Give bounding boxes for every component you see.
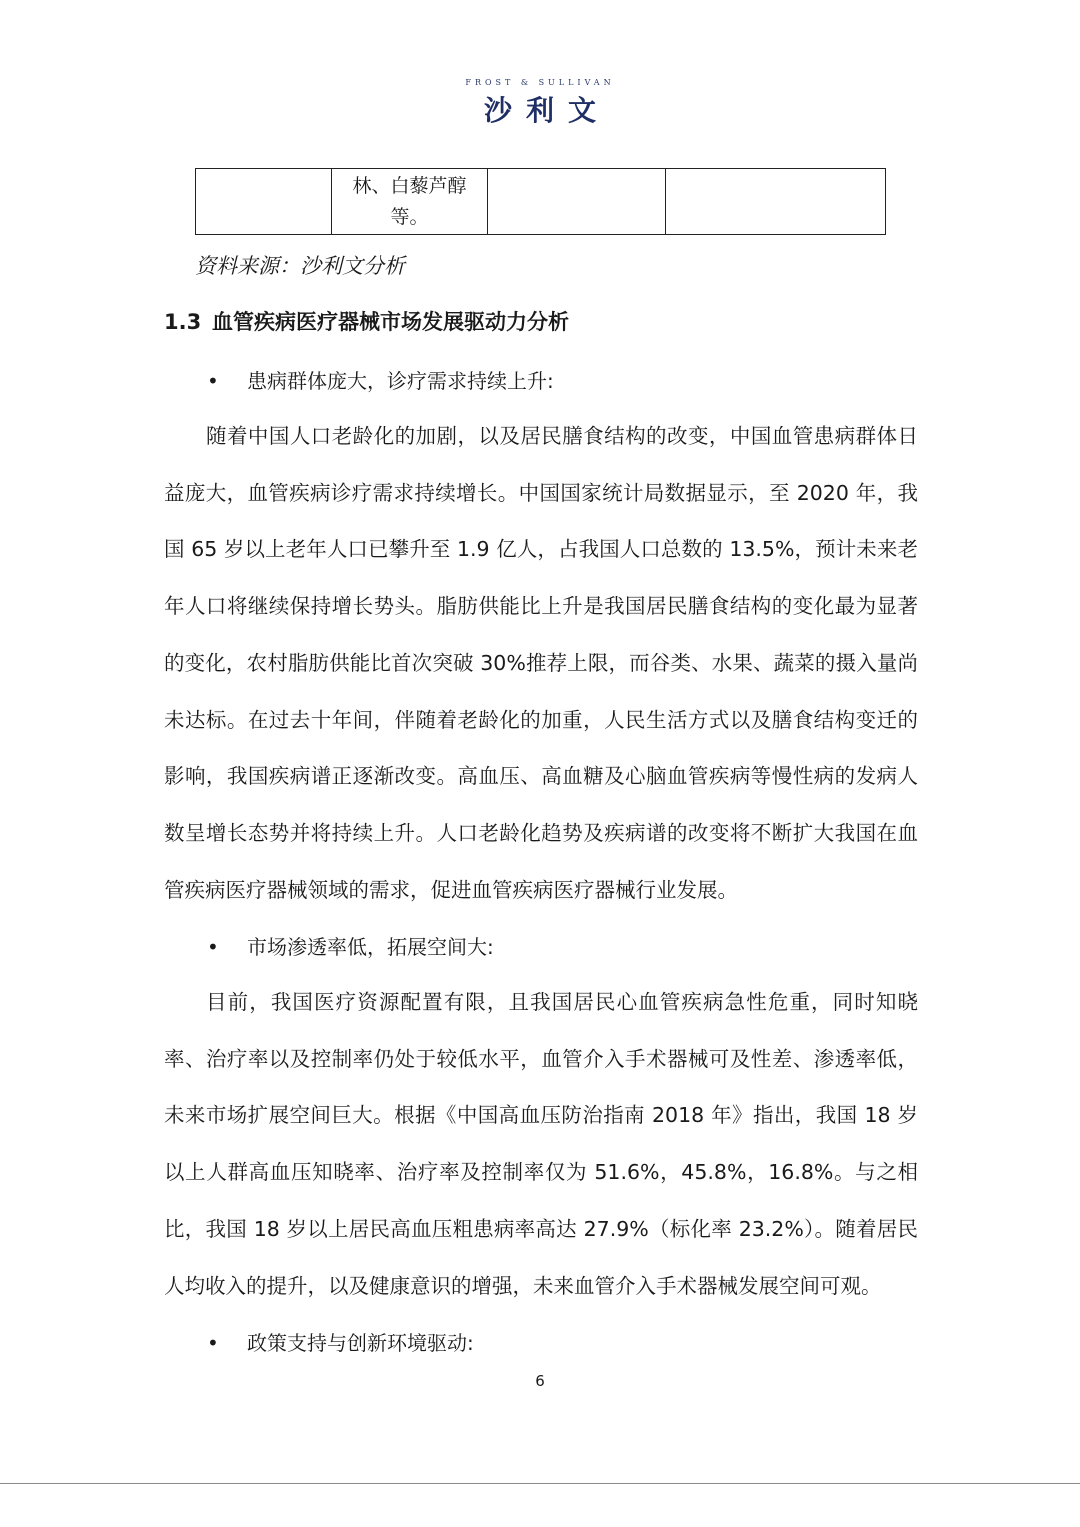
table-cell-4: [666, 169, 886, 235]
section-title: 血管疾病医疗器械市场发展驱动力分析: [212, 310, 569, 334]
section-heading: [164, 306, 569, 336]
bullet-dot: •: [207, 369, 219, 393]
bullet-text: 市场渗透率低，拓展空间大:: [247, 935, 494, 959]
bullet-item: [207, 1327, 474, 1356]
table-cell-1: [196, 169, 332, 235]
logo-chinese-text: 沙利文: [483, 94, 610, 127]
table-cell-3: [488, 169, 666, 235]
continued-table: [195, 168, 886, 235]
table-cell-2-line-2: 等。: [390, 206, 429, 228]
bullet-item: [207, 931, 494, 960]
section-number: 1.3: [164, 310, 202, 334]
body-paragraph: 随着中国人口老龄化的加剧，以及居民膳食结构的改变，中国血管患病群体日益庞大，血管疾病诊疗需求持续增长。中国国家统计局数据显示，至 2020 年，我国 65 岁以上老年人口已攀升至 1.9 亿人，占我国人口总数的 13.5%，预计未来老年人口将继续保持增长势头。脂肪供能比上升是我国居民膳食结构的变化最为显著的变化，农村脂肪供能比首次突破 30%推荐上限，而谷类、水果、蔬菜的摄入量尚未达标。在过去十年间，伴随着老龄化的加重，人民生活方式以及膳食结构变迁的影响，我国疾病谱正逐渐改变。高血压、高血糖及心脑血管疾病等慢性病的发病人数呈增长态势并将持续上升。人口老龄化趋势及疾病谱的改变将不断扩大我国在血管疾病医疗器械领域的需求，促进血管疾病医疗器械行业发展。: [164, 424, 918, 902]
bullet-dot: •: [207, 1331, 219, 1355]
logo-english-text: FROST & SULLIVAN: [465, 78, 615, 87]
page-bottom-divider: [0, 1483, 1080, 1484]
frost-sullivan-logo: [0, 78, 1080, 129]
table-cell-2: [332, 169, 488, 235]
bullet-dot: •: [207, 935, 219, 959]
table-row: [196, 169, 886, 235]
bullet-text: 政策支持与创新环境驱动:: [247, 1331, 474, 1355]
bullet-item: [207, 365, 554, 394]
table-cell-2-line-1: 林、白藜芦醇: [352, 175, 467, 197]
bullet-text: 患病群体庞大，诊疗需求持续上升:: [247, 369, 554, 393]
body-paragraph: 目前，我国医疗资源配置有限，且我国居民心血管疾病急性危重，同时知晓率、治疗率以及控制率仍处于较低水平，血管介入手术器械可及性差、渗透率低，未来市场扩展空间巨大。根据《中国高血压防治指南 2018 年》指出，我国 18 岁以上人群高血压知晓率、治疗率及控制率仅为 51.6%，45.8%，16.8%。与之相比，我国 18 岁以上居民高血压粗患病率高达 27.9%（标化率 23.2%）。随着居民人均收入的提升，以及健康意识的增强，未来血管介入手术器械发展空间可观。: [164, 990, 918, 1298]
page-number: 6: [535, 1372, 545, 1390]
source-note: 资料来源：沙利文分析: [195, 254, 405, 278]
